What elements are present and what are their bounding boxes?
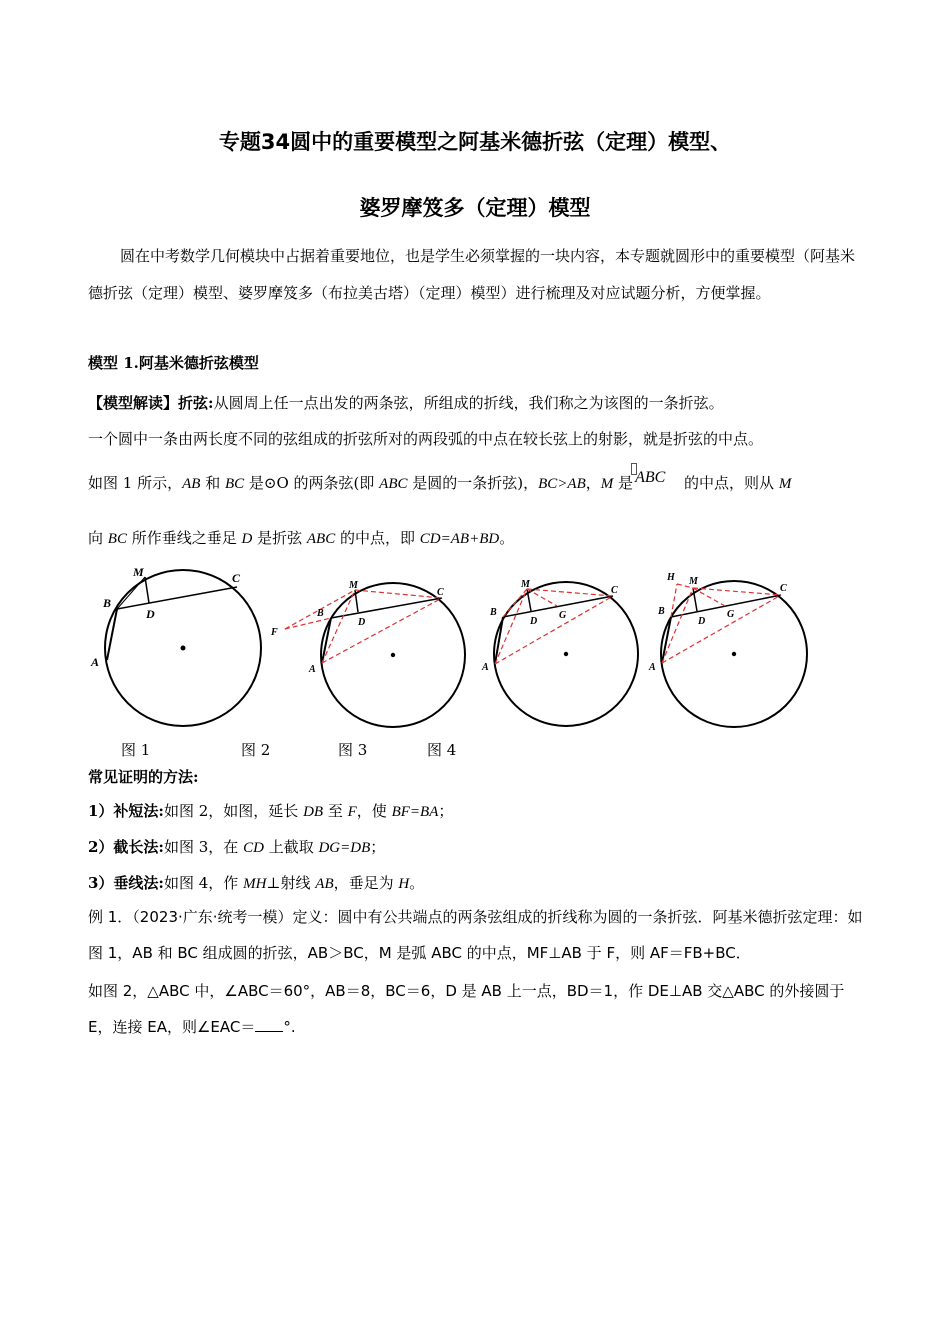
fig2-label: F [271, 627, 278, 638]
fig1-chord-bc [117, 587, 237, 609]
var-m: M [600, 476, 614, 492]
method-text: ⊥射线 [266, 874, 316, 892]
desc-text: 向 [88, 529, 108, 547]
interp-text: 从圆周上任一点出发的两条弦，所组成的折线，我们称之为该图的一条折弦。 [213, 394, 724, 412]
method-text: ，使 [356, 802, 392, 820]
title-line-1: 专题34圆中的重要模型之阿基米德折弦（定理）模型、 [218, 130, 732, 154]
fig2-label: B [317, 608, 324, 619]
figure-2 [285, 583, 465, 727]
fig2-label: M [349, 580, 358, 591]
desc-text: ， [585, 474, 601, 492]
interp-label: 【模型解读】 [88, 394, 179, 412]
interp-term: 折弦: [178, 394, 214, 412]
fig4-label: G [727, 609, 735, 620]
midpoint-definition: 一个圆中一条由两长度不同的弦组成的折弦所对的两段弧的中点在较长弦上的射影，就是折弦的中点。 [88, 430, 764, 448]
fig1-label: A [91, 655, 100, 669]
fig4-label: M [689, 576, 698, 587]
method-var: AB [315, 876, 334, 892]
methods-heading: 常见证明的方法: [88, 768, 199, 786]
method-text: 如图 3，在 [163, 838, 244, 856]
answer-blank[interactable] [255, 1017, 283, 1032]
arc-abc-label: ABC [635, 469, 666, 486]
fig3-label: C [611, 585, 618, 596]
fig1-label: M [133, 565, 144, 579]
fig2-dashed-line [285, 618, 331, 629]
desc-text: 所作垂线之垂足 [126, 529, 242, 547]
figure-caption: 图 3 [338, 741, 368, 759]
method-var: MH [243, 876, 267, 892]
desc-text: 是⊙O 的两条弦(即 [244, 474, 380, 492]
method-label: 3）垂线法: [88, 874, 164, 892]
method-var: H [398, 876, 410, 892]
model-description-1 [88, 469, 878, 493]
figures-diagram [85, 560, 825, 735]
desc-text: 是折弦 [252, 529, 307, 547]
question-text: 如图 2，△ABC 中，∠ABC＝60°，AB＝8，BC＝6，D 是 AB 上一点，BD＝1，作 DE⊥AB 交△ABC 的外接圆于 E，连接 EA，则∠EAC＝ [88, 982, 845, 1036]
fig3-label: G [559, 610, 567, 621]
fig4-label: C [780, 583, 787, 594]
method-var: F [347, 804, 357, 820]
var-bc: BC [224, 476, 245, 492]
var-inequality: BC>AB [538, 476, 586, 492]
desc-text: 是 [613, 474, 634, 492]
fig1-label: C [232, 571, 241, 585]
method-item-1 [88, 800, 878, 821]
fig4-center-dot [732, 652, 736, 656]
fig3-label: A [482, 662, 489, 673]
method-text: 如图 4，作 [163, 874, 244, 892]
var-abc: ABC [379, 476, 408, 492]
fig2-label: D [358, 617, 366, 628]
desc-text: 的中点，则从 [679, 474, 779, 492]
method-var: CD [243, 840, 264, 856]
var-m: M [778, 476, 792, 492]
fig3-label: B [490, 607, 497, 618]
method-text: ； [438, 802, 454, 820]
model-interpretation [88, 392, 878, 413]
question-text: °. [283, 1018, 296, 1036]
figure-caption: 图 1 [121, 741, 151, 759]
method-item-2 [88, 836, 878, 857]
method-var: BF=BA [391, 804, 439, 820]
fig2-dashed-line [355, 590, 442, 598]
method-var: DB [303, 804, 324, 820]
fig2-label: A [309, 664, 316, 675]
method-text: ，垂足为 [333, 874, 399, 892]
figure-caption: 图 2 [241, 741, 271, 759]
desc-text: 如图 1 所示， [88, 474, 183, 492]
title-line-2: 婆罗摩笈多（定理）模型 [359, 196, 591, 220]
example-1-question [88, 973, 868, 1045]
model-description-2 [88, 527, 878, 548]
fig4-label: A [649, 662, 656, 673]
fig2-chord-bc [331, 598, 442, 618]
method-text: 上截取 [263, 838, 319, 856]
intro-paragraph: 圆在中考数学几何模块中占据着重要地位，也是学生必须掌握的一块内容，本专题就圆形中的重要模型（阿基米德折弦（定理）模型、婆罗摩笈多（布拉美古塔）（定理）模型）进行梳理及对应试题分析，方便掌握。 [88, 247, 856, 302]
fig3-center-dot [564, 652, 568, 656]
fig2-label: C [437, 587, 444, 598]
method-text: 如图 2，如图，延长 [163, 802, 304, 820]
example-1-text: 例 1．（2023·广东·统考一模）定义：圆中有公共端点的两条弦组成的折线称为圆的一条折弦．阿基米德折弦定理：如图 1，AB 和 BC 组成圆的折弦，AB＞BC，M 是弧 ABC 的中点，MF⊥AB 于 F，则 AF＝FB+BC． [88, 908, 863, 962]
var-d: D [241, 531, 253, 547]
fig4-label: B [658, 606, 665, 617]
fig3-label: D [530, 616, 538, 627]
method-text: 至 [323, 802, 348, 820]
var-abc: ABC [306, 531, 336, 547]
method-label: 2）截长法: [88, 838, 164, 856]
method-text: ； [370, 838, 386, 856]
fig1-perpendicular-md [145, 577, 149, 603]
figure-caption: 图 4 [427, 741, 457, 759]
var-equation: CD=AB+BD [419, 531, 500, 547]
fig3-label: M [521, 579, 530, 590]
fig1-center-dot [181, 646, 186, 651]
method-item-3 [88, 872, 878, 893]
desc-text: 。 [499, 529, 515, 547]
model1-heading: 模型 1.阿基米德折弦模型 [88, 354, 259, 372]
fig4-label: D [698, 616, 706, 627]
fig2-center-dot [391, 653, 395, 657]
method-text: 。 [409, 874, 425, 892]
var-ab: AB [182, 476, 201, 492]
method-label: 1）补短法: [88, 802, 164, 820]
desc-text: 是圆的一条折弦)， [407, 474, 539, 492]
fig4-label: H [667, 572, 675, 583]
var-bc: BC [107, 531, 127, 547]
desc-text: 的中点，即 [335, 529, 420, 547]
fig1-label: D [146, 607, 155, 621]
method-var: DG=DB [318, 840, 371, 856]
fig1-label: B [103, 596, 112, 610]
desc-text: 和 [200, 474, 225, 492]
